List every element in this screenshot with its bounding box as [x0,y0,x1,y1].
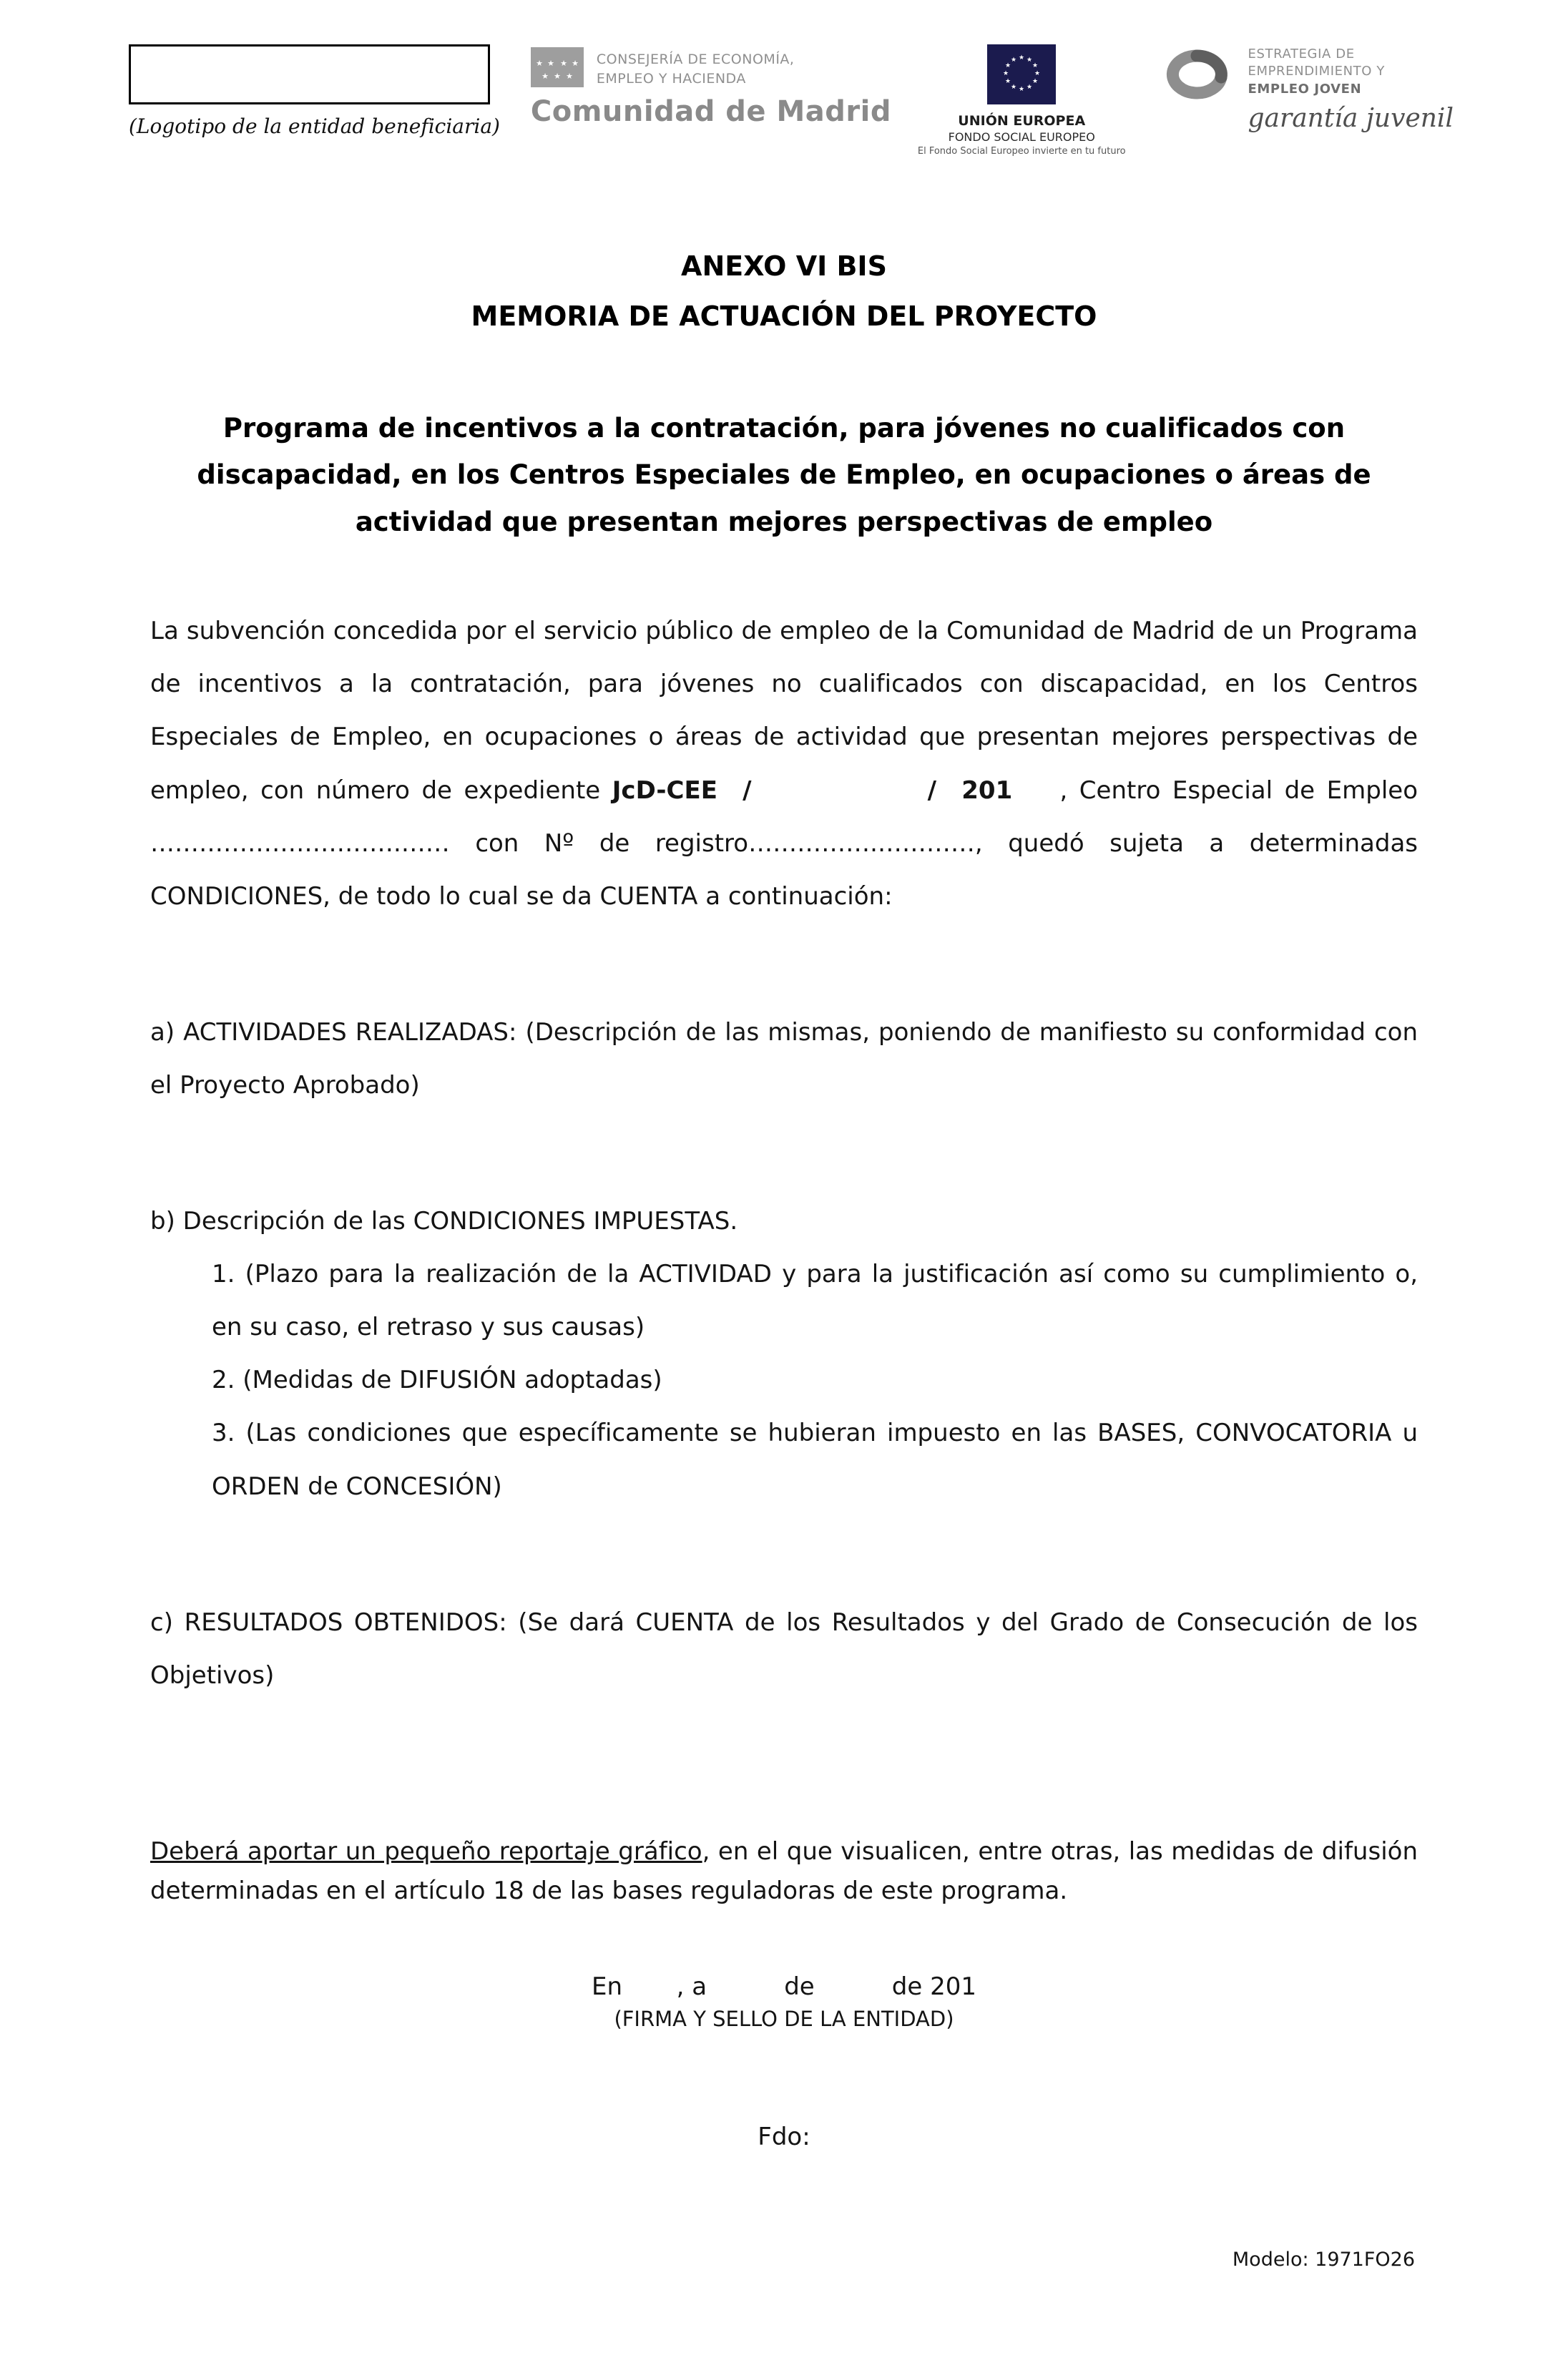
notice-underlined: Deberá aportar un pequeño reportaje gráfico [150,1836,702,1866]
svg-text:★: ★ [565,72,573,81]
eu-line3: El Fondo Social Europeo invierte en tu futuro [917,146,1126,157]
notice-rest: , en el que visualicen, entre otras, las medidas de difusión determinadas en el artículo 18 de las bases reguladoras de este programa. [150,1836,1418,1905]
garantia-juvenil-text [1248,44,1454,133]
consejeria-text [597,47,795,88]
document-title [150,241,1418,342]
eu-flag-icon [987,44,1056,104]
signature-block [150,1972,1418,2151]
svg-text:★: ★ [1005,78,1011,85]
section-b-heading: b) Descripción de las CONDICIONES IMPUESTAS. [150,1207,738,1236]
eu-logo-text [918,113,1126,157]
svg-text:★: ★ [1019,86,1025,93]
estrategia-line3: EMPLEO JOVEN [1248,81,1362,97]
beneficiary-logo-area [129,44,504,138]
svg-text:★: ★ [547,59,554,68]
garantia-juvenil-wordmark: garantía juvenil [1248,103,1454,133]
estrategia-line1: ESTRATEGIA DE [1248,47,1355,62]
title-line1: ANEXO VI BIS [681,250,887,282]
logo-box-caption: (Logotipo de la entidad beneficiaria) [129,114,500,138]
svg-text:★: ★ [1026,57,1033,64]
title-line2: MEMORIA DE ACTUACIÓN DEL PROYECTO [471,300,1097,333]
madrid-flag-icon [531,47,584,87]
svg-text:★: ★ [1003,70,1009,77]
svg-text:★: ★ [1019,54,1025,62]
form-model-number: Modelo: 1971FO26 [1232,2249,1415,2271]
signature-stamp-line: (FIRMA Y SELLO DE LA ENTIDAD) [614,2007,954,2032]
svg-text:★: ★ [535,59,543,68]
consejeria-line2: EMPLEO Y HACIENDA [596,70,746,87]
eu-line2: FONDO SOCIAL EUROPEO [948,130,1095,144]
estrategia-line2: EMPRENDIMIENTO Y [1248,64,1385,79]
expediente-number: JcD-CEE / / 201 [612,776,1013,805]
intro-seg1: La subvención concedida por el servicio público de empleo de la Comunidad de Madrid de un Programa de incentivos a la contratación, para jóvenes no cualificados con discapacidad, en los Centros Especiales de Empleo, en ocupaciones o áreas de actividad que presentan mejores perspectivas de empleo, con número de expediente [150,617,1418,805]
program-subtitle: Programa de incentivos a la contratación, para jóvenes no cualificados con discapacidad, en los Centros Especiales de Empleo, en ocupaciones o áreas de actividad que presentan mejores perspectivas de empleo [197,412,1371,538]
comunidad-madrid-logo [531,47,891,128]
condition-item-1: 1. (Plazo para la realización de la ACTIVIDAD y para la justificación así como su cumplimiento o, en su caso, el retraso y sus causas) [212,1260,1418,1342]
svg-text:★: ★ [559,59,567,68]
svg-text:★: ★ [1034,70,1041,77]
intro-seg2: , Centro Especial de Empleo ………………………….…… con Nº de registro…………….…………, quedó sujeta a determinadas CONDICIONES, de todo lo cual se da CUENTA a continuación: [150,776,1418,911]
svg-text:★: ★ [1005,62,1011,69]
svg-text:★: ★ [541,72,549,81]
comunidad-madrid-wordmark: Comunidad de Madrid [530,95,891,129]
swirl-icon [1152,44,1237,106]
svg-text:★: ★ [571,59,579,68]
intro-paragraph [150,605,1418,923]
section-a: a) ACTIVIDADES REALIZADAS: (Descripción de las mismas, poniendo de manifiesto su conformidad con el Proyecto Aprobado) [150,1017,1418,1100]
notice-paragraph [150,1832,1418,1911]
svg-text:★: ★ [1011,57,1017,64]
condition-item-3: 3. (Las condiciones que específicamente se hubieran impuesto en las BASES, CONVOCATORIA u ORDEN de CONCESIÓN) [212,1419,1418,1501]
logo-placeholder-box [129,44,490,104]
comunidad-madrid-logo-top [531,47,891,88]
header [0,0,1568,157]
signature-fdo: Fdo: [758,2123,810,2152]
svg-text:★: ★ [1026,84,1033,91]
section-b [150,1195,1418,1513]
eu-line1: UNIÓN EUROPEA [958,113,1086,129]
section-c: c) RESULTADOS OBTENIDOS: (Se dará CUENTA de los Resultados y del Grado de Consecución de los Objetivos) [150,1608,1418,1690]
signature-date-line: En , a de de 201 [592,1972,976,2002]
svg-text:★: ★ [1032,62,1039,69]
consejeria-line1: CONSEJERÍA DE ECONOMÍA, [596,52,795,67]
eu-fse-logo [918,44,1126,157]
garantia-juvenil-logo [1152,44,1454,133]
condition-item-2: 2. (Medidas de DIFUSIÓN adoptadas) [212,1366,662,1395]
svg-text:★: ★ [553,72,561,81]
svg-text:★: ★ [1032,78,1039,85]
document-body [0,241,1568,2151]
svg-text:★: ★ [1011,84,1017,91]
